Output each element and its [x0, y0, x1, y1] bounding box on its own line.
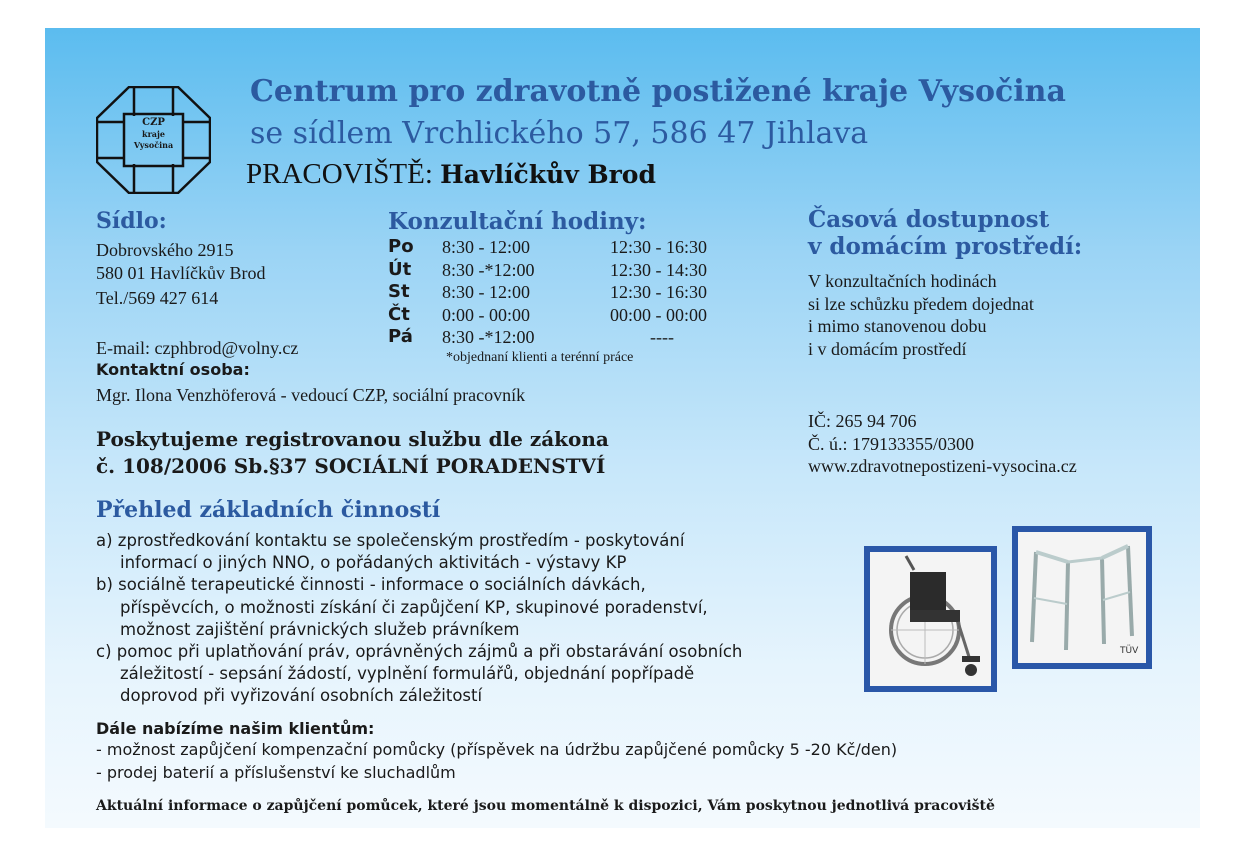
walker-photo: [1012, 526, 1152, 669]
activities-heading: Přehled základních činností: [96, 497, 441, 523]
company-info: [808, 410, 1077, 478]
workplace-line: [246, 158, 656, 191]
footer-note: Aktuální informace o zapůjčení pomůcek, které jsou momentálně k dispozici, Vám poskytnou jednotlivá pracoviště: [96, 798, 995, 814]
logo-line-1: CZP: [142, 117, 165, 128]
availability-line: si lze schůzku předem dojednat: [808, 293, 1034, 314]
service-statement: [96, 426, 609, 480]
hours-row: St 8:30 - 12:00 12:30 - 16:30: [388, 281, 707, 303]
hours-table: [388, 236, 707, 349]
workplace-label: PRACOVIŠTĚ:: [246, 158, 433, 190]
activity-line: c) pomoc při uplatňování práv, oprávněných zájmů a při obstarávání osobních: [96, 642, 743, 662]
workplace-name: Havlíčkův Brod: [440, 160, 656, 189]
offer-heading: Dále nabízíme našim klientům:: [96, 719, 375, 738]
sidlo-street: Dobrovského 2915: [96, 240, 234, 260]
walker-badge: TÜV: [1120, 646, 1139, 656]
wheelchair-photo: [864, 546, 997, 692]
logo-line-3: Vysočina: [133, 140, 174, 150]
sidlo-email: E-mail: czphbrod@volny.cz: [96, 338, 299, 358]
contact-person: Mgr. Ilona Venzhöferová - vedoucí CZP, sociální pracovník: [96, 385, 526, 405]
company-web: www.zdravotnepostizeni-vysocina.cz: [808, 456, 1077, 476]
activity-line: b) sociálně terapeutické činnosti - informace o sociálních dávkách,: [96, 575, 646, 595]
logo-text: [124, 116, 183, 151]
offer-line-2: - prodej baterií a příslušenství ke sluchadlům: [96, 763, 456, 782]
availability-line: i mimo stanovenou dobu: [808, 316, 987, 336]
logo-line-2: kraje: [142, 129, 165, 139]
activity-line: a) zprostředkování kontaktu se společenským prostředím - poskytování: [96, 531, 685, 550]
availability-heading-line-2: v domácím prostředí:: [808, 233, 1083, 260]
offer-line-1: - možnost zapůjčení kompenzační pomůcky (příspěvek na údržbu zapůjčené pomůcky 5 -20 Kč/den): [96, 740, 898, 759]
page-subtitle: se sídlem Vrchlického 57, 586 47 Jihlava: [250, 116, 869, 151]
service-line-2: č. 108/2006 Sb.§37 SOCIÁLNÍ PORADENSTVÍ: [96, 454, 606, 478]
contact-label: Kontaktní osoba:: [96, 360, 250, 379]
czp-logo: [96, 86, 211, 194]
hours-row: Po 8:30 - 12:00 12:30 - 16:30: [388, 236, 707, 257]
hours-note: *objednaní klienti a terénní práce: [446, 350, 634, 365]
activity-line: informací o jiných NNO, o pořádaných aktivitách - výstavy KP: [120, 553, 627, 573]
availability-text: [808, 270, 1034, 360]
availability-line: V konzultačních hodinách: [808, 271, 997, 291]
hours-heading: Konzultační hodiny:: [388, 208, 647, 235]
availability-heading-line-1: Časová dostupnost: [808, 206, 1050, 233]
sidlo-city: 580 01 Havlíčkův Brod: [96, 263, 266, 283]
activities-list: [96, 530, 742, 708]
hours-row: Út 8:30 -*12:00 12:30 - 14:30: [388, 258, 707, 280]
wheelchair-icon: [870, 552, 991, 686]
hours-row: Čt 0:00 - 00:00 00:00 - 00:00: [388, 303, 707, 325]
service-line-1: Poskytujeme registrovanou službu dle zákona: [96, 427, 609, 451]
page-title: Centrum pro zdravotně postižené kraje Vysočina: [250, 74, 1066, 109]
activity-line: možnost zajištění právnických služeb právníkem: [120, 619, 520, 639]
sidlo-heading: Sídlo:: [96, 208, 167, 234]
company-ic: IČ: 265 94 706: [808, 411, 917, 431]
availability-heading: [808, 206, 1082, 260]
walker-icon: [1018, 532, 1146, 663]
sidlo-phone: Tel./569 427 614: [96, 288, 219, 308]
activity-line: záležitostí - sepsání žádostí, vyplnění formulářů, objednání popřípadě: [120, 664, 695, 684]
activity-line: příspěvcích, o možnosti získání či zapůjčení KP, skupinové poradenství,: [120, 597, 708, 617]
activity-line: doprovod při vyřizování osobních záležitostí: [120, 686, 483, 706]
hours-row: Pá 8:30 -*12:00 ----: [388, 326, 674, 348]
availability-line: i v domácím prostředí: [808, 338, 967, 359]
company-account: Č. ú.: 179133355/0300: [808, 433, 975, 454]
